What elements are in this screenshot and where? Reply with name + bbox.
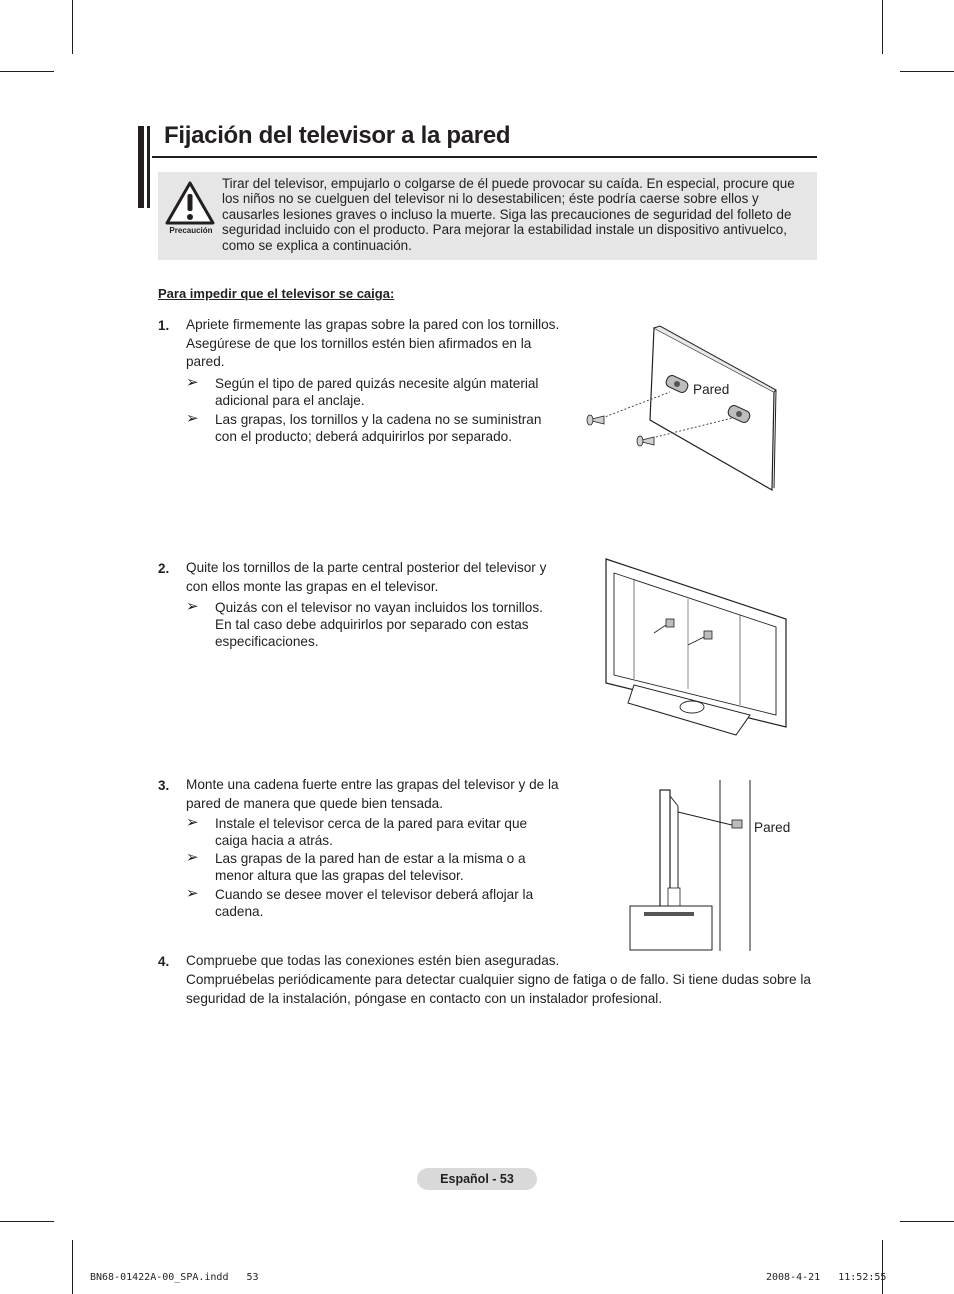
step-number: 3. bbox=[158, 778, 170, 793]
note-arrow-icon: ➢ bbox=[186, 885, 199, 902]
step-text-continued: Compruébelas periódicamente para detectar cualquier signo de fatiga o de fallo. Si tiene dudas sobre la seguridad de la instalación, póngase en contacto con un instalador profesional. bbox=[186, 972, 811, 1006]
crop-mark bbox=[882, 1240, 883, 1294]
print-slug-date: 2008-4-21 11:52:55 bbox=[766, 1272, 887, 1283]
step-note: Las grapas de la pared han de estar a la misma o a menor altura que las grapas del televisor. bbox=[215, 851, 526, 883]
wall-label: Pared bbox=[754, 820, 791, 835]
step-text: Monte una cadena fuerte entre las grapas del televisor y de la pared de manera que quede bien tensada. bbox=[186, 777, 559, 811]
page-title: Fijación del televisor a la pared bbox=[164, 122, 511, 149]
bracket-icon bbox=[732, 820, 742, 828]
step-text: Compruebe que todas las conexiones estén bien aseguradas. bbox=[186, 953, 560, 968]
crop-mark bbox=[0, 1221, 54, 1222]
note-arrow-icon: ➢ bbox=[186, 410, 199, 427]
caution-text: Tirar del televisor, empujarlo o colgarse de él puede provocar su caída. En especial, procure que los niños no se cuelguen del televisor ni lo desestabilicen; éste podría caerse sobre ellos y causarles lesiones graves o incluso la muerte. Siga las precauciones de seguridad del folleto de seguridad incluido con el producto. Para mejorar la estabilidad instale un dispositivo antivuelco, como se explica a continuación. bbox=[222, 176, 795, 253]
note-arrow-icon: ➢ bbox=[186, 849, 199, 866]
wall-bracket-illustration bbox=[580, 320, 780, 495]
step-number: 4. bbox=[158, 954, 170, 969]
warning-icon bbox=[164, 180, 216, 226]
crop-mark bbox=[900, 1221, 954, 1222]
step-number: 2. bbox=[158, 561, 170, 576]
crop-mark bbox=[900, 71, 954, 72]
step-note: Instale el televisor cerca de la pared para evitar que caiga hacia a atrás. bbox=[215, 816, 528, 848]
bracket-icon bbox=[666, 619, 674, 627]
crop-mark bbox=[882, 0, 883, 54]
step-note: Quizás con el televisor no vayan incluidos los tornillos. En tal caso debe adquirirlos por separado con estas especificaciones. bbox=[215, 600, 543, 649]
step-text: Apriete firmemente las grapas sobre la pared con los tornillos. Asegúrese de que los tornillos estén bien afirmados en la pared. bbox=[186, 317, 560, 369]
section-subheading: Para impedir que el televisor se caiga: bbox=[158, 286, 395, 301]
title-rule bbox=[152, 156, 817, 158]
tv-back-illustration bbox=[600, 555, 790, 740]
print-slug-file: BN68-01422A-00_SPA.indd 53 bbox=[90, 1272, 259, 1283]
caution-label: Precaución bbox=[169, 226, 213, 235]
note-arrow-icon: ➢ bbox=[186, 598, 199, 615]
step-note: Cuando se desee mover el televisor deberá aflojar la cadena. bbox=[215, 887, 534, 919]
page-number-badge: Español - 53 bbox=[417, 1168, 537, 1190]
crop-mark bbox=[72, 1240, 73, 1294]
bracket-icon bbox=[704, 631, 712, 639]
wall-label: Pared bbox=[693, 382, 730, 397]
screw-icon bbox=[587, 415, 604, 425]
note-arrow-icon: ➢ bbox=[186, 374, 199, 391]
tv-side-illustration bbox=[626, 778, 756, 953]
step-number: 1. bbox=[158, 318, 170, 333]
note-arrow-icon: ➢ bbox=[186, 814, 199, 831]
step-note: Según el tipo de pared quizás necesite algún material adicional para el anclaje. bbox=[215, 376, 539, 408]
screw-icon bbox=[637, 436, 654, 446]
step-note: Las grapas, los tornillos y la cadena no se suministran con el producto; deberá adquirirlos por separado. bbox=[215, 412, 542, 444]
step-text: Quite los tornillos de la parte central posterior del televisor y con ellos monte las grapas en el televisor. bbox=[186, 560, 547, 594]
crop-mark bbox=[0, 71, 54, 72]
crop-mark bbox=[72, 0, 73, 54]
